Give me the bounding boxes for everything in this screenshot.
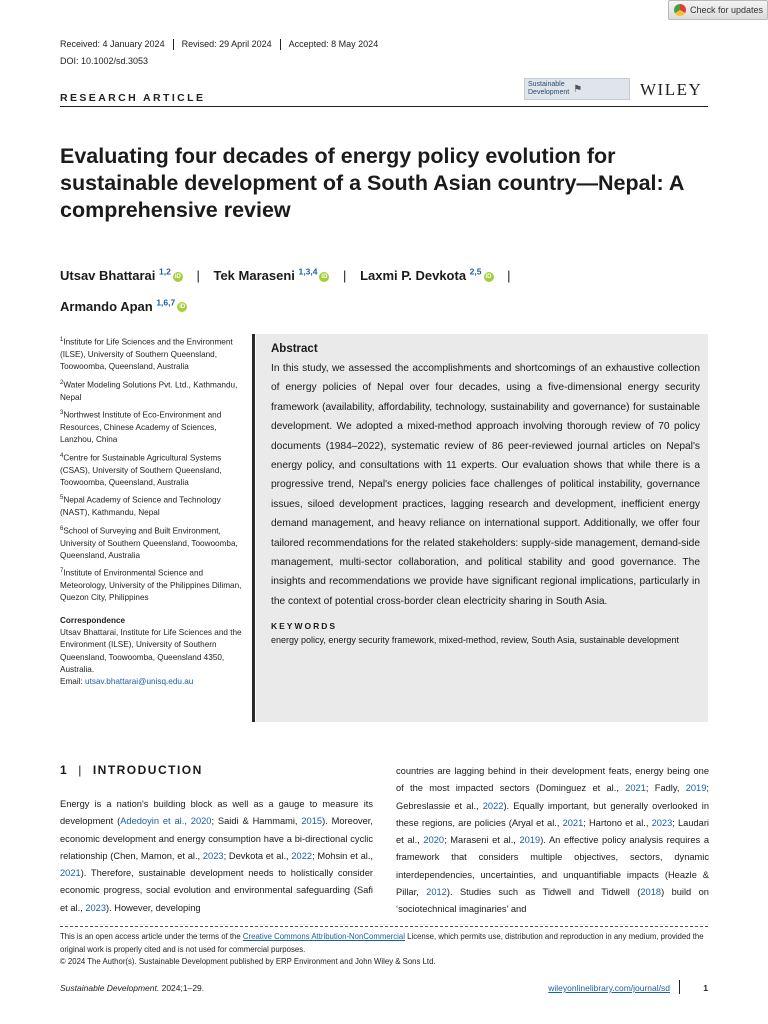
- affiliation: $^5$Nepal Academy of Science and Technology (NAST), Kathmandu, Nepal: [60, 495, 221, 518]
- affiliation: $^7$Institute of Environmental Science and Meteorology, University of the Philippines Diliman, Quezon City, Philippines: [60, 568, 242, 603]
- accepted-date: Accepted: 8 May 2024: [280, 39, 387, 50]
- page-number: 1: [703, 983, 708, 993]
- citation-link[interactable]: 2012: [426, 887, 447, 898]
- section-number: 1: [60, 763, 69, 777]
- abstract-text: In this study, we assessed the accomplishments and shortcomings of an exhaustive collection of energy policies of Nepal over four decades, using a five-dimensional energy security framework (availability, affordability, technology, sustainability and governance) for sustainable development. We adopted a mixed-method approach involving thorough review of 70 policy documents (1984–2022), systematic review of 86 peer-reviewed journal articles on Nepal's energy policy, and consultations with 11 experts. Our evaluation shows that while there is a progressive trend, Nepal's energy policies face challenges of political instability, governance issues, siloed development practices, lagging research and development, inefficient energy demand management, and heavy reliance on international support. Additionally, we offer four tailored recommendations for the related stakeholders: supply-side management, demand-side management, multi-sector collaboration, and political stability and good governance. The insights and recommendations we provide have significant regional implications, particularly in the context of potential cross-border clean electricity sharing in South Asia.: [271, 363, 700, 607]
- correspondence-email: Email: utsav.bhattarai@unisq.edu.au: [60, 677, 194, 687]
- license-text: This is an open access article under the terms of the Creative Commons Attribution-NonCommercial License, which permits use, distribution and reproduction in any medium, provided the original work is properly cited and is not used for commercial purposes.: [60, 932, 704, 954]
- body-text: ; Laudari et al.,: [396, 817, 709, 846]
- doi: DOI: 10.1002/sd.3053: [60, 56, 149, 66]
- intro-column-left: [60, 796, 373, 917]
- author[interactable]: Utsav Bhattarai $^{1,2}$ iD: [60, 267, 181, 284]
- journal-logo-line1: Sustainable: [528, 81, 565, 88]
- orcid-icon[interactable]: iD: [321, 273, 328, 280]
- footnote-rule: [60, 926, 708, 927]
- citation-link[interactable]: 2015: [301, 816, 323, 827]
- received-date: Received: 4 January 2024: [60, 39, 165, 49]
- check-for-updates-label: Check for updates: [690, 5, 764, 15]
- body-text: Energy is a nation's building block as well as a gauge to measure its development (: [60, 799, 373, 827]
- citation-link[interactable]: 2022: [482, 800, 504, 811]
- citation-link[interactable]: 2021: [625, 783, 646, 794]
- author-separator: |: [343, 268, 347, 284]
- body-text: ). Therefore, sustainable development needs to holistically consider economic progress, social evolution and environmental safeguarding (Safi et al.,: [60, 868, 373, 913]
- affiliations: [60, 334, 246, 689]
- copyright-text: © 2024 The Author(s). Sustainable Development published by ERP Environment and John Wiley & Sons Ltd.: [60, 957, 436, 967]
- body-text: ). Equally important, but generally overlooked in these regions, are policies (Aryal et al.,: [396, 800, 709, 828]
- correspondence-text: Utsav Bhattarai, Institute for Life Sciences and the Environment (ILSE), University of Southern Queensland, Toowoomba, Queensland 4350, Australia.: [60, 628, 242, 674]
- journal-logo: [524, 78, 630, 100]
- article-history: [60, 39, 386, 50]
- author[interactable]: Armando Apan $^{1,6,7}$ iD: [60, 297, 186, 314]
- citation-link[interactable]: 2023: [85, 902, 107, 913]
- citation-link[interactable]: 2021: [60, 868, 81, 879]
- citation-link[interactable]: 2020: [423, 835, 445, 846]
- affiliation: $^1$Institute for Life Sciences and the Environment (ILSE), University of Southern Queensland, Toowoomba, Queensland, Australia: [60, 337, 233, 372]
- body-text: ; Maraseni et al.,: [444, 835, 520, 846]
- citation-link[interactable]: 2023: [202, 850, 224, 861]
- citation-link[interactable]: 2018: [640, 887, 662, 898]
- body-text: ; Saidi & Hammami,: [211, 816, 302, 827]
- abstract-heading: Abstract: [271, 343, 318, 355]
- orcid-icon[interactable]: iD: [174, 273, 181, 280]
- section-title: INTRODUCTION: [92, 763, 203, 777]
- check-for-updates-button[interactable]: [668, 0, 768, 20]
- email-link[interactable]: utsav.bhattarai@unisq.edu.au: [85, 677, 194, 687]
- license-link[interactable]: Creative Commons Attribution-NonCommercial: [242, 932, 405, 941]
- body-text: ; Gebreslassie et al.,: [396, 783, 709, 811]
- revised-date: Revised: 29 April 2024: [173, 39, 280, 50]
- citation-link[interactable]: 2021: [562, 817, 584, 828]
- body-text: ). Moreover, economic development and energy consumption have a bi-directional cyclic relationship (Chen, Mamon, et al.,: [60, 816, 373, 861]
- publisher-logo: WILEY: [640, 80, 703, 99]
- citation-link[interactable]: 2023: [651, 817, 673, 828]
- abstract-side-bar: [252, 334, 255, 722]
- author-separator: |: [196, 268, 200, 284]
- body-text: ) build on ‘sociotechnical imaginaries’ and: [396, 887, 709, 915]
- body-text: ; Mohsin et al.,: [312, 850, 373, 861]
- abstract-box: [256, 334, 708, 722]
- body-text: ). An effective policy analysis requires a framework that considers multiple objectives, sectors, dynamic interdependencies, uncertainties, and unquantifiable impacts (Heazle & Pillar,: [396, 835, 709, 898]
- author-list: [60, 259, 660, 320]
- orcid-icon[interactable]: iD: [179, 304, 186, 311]
- author[interactable]: Laxmi P. Devkota $^{2,5}$ iD: [360, 267, 492, 284]
- orcid-icon[interactable]: iD: [485, 273, 492, 280]
- article-type: RESEARCH ARTICLE: [60, 92, 206, 104]
- correspondence-heading: Correspondence: [60, 615, 126, 625]
- footer-divider: [679, 980, 680, 994]
- affiliation: $^3$Northwest Institute of Eco-Environment and Resources, Chinese Academy of Sciences, Lanzhou, China: [60, 409, 222, 445]
- body-text: ; Hartono et al.,: [583, 817, 652, 828]
- affiliation: $^6$School of Surveying and Built Environment, University of Southern Queensland, Toowoomba, Queensland, Australia: [60, 525, 238, 560]
- journal-url-link[interactable]: wileyonlinelibrary.com/journal/sd: [548, 983, 670, 993]
- affiliation: $^4$Centre for Sustainable Agricultural Systems (CSAS), University of Southern Queensland, Toowoomba, Queensland, Australia: [60, 452, 222, 487]
- body-text: countries are lagging behind in their development feats, energy being one of the most impacted sectors (Dominguez et al.,: [396, 766, 709, 794]
- license-footnote: [60, 931, 708, 969]
- crossmark-icon: [674, 4, 686, 16]
- citation-link[interactable]: 2019: [519, 835, 541, 846]
- body-text: ; Fadly,: [645, 783, 686, 794]
- section-heading: 1 | INTRODUCTION: [60, 763, 203, 777]
- body-text: ). Studies such as Tidwell and Tidwell (: [446, 887, 641, 898]
- citation-link[interactable]: 2019: [685, 783, 707, 794]
- header-rule: [60, 106, 708, 107]
- article-title: Evaluating four decades of energy policy evolution for sustainable development of a South Asian country—Nepal: A comprehensive review: [60, 144, 684, 222]
- keywords: energy policy, energy security framework, mixed-method, review, South Asia, sustainable development: [271, 635, 680, 646]
- citation-link[interactable]: Adedoyin et al., 2020: [120, 816, 212, 827]
- journal-logo-line2: Development: [528, 89, 570, 96]
- body-text: ; Devkota et al.,: [223, 850, 292, 861]
- body-text: ). However, developing: [106, 902, 201, 913]
- author[interactable]: Tek Maraseni $^{1,3,4}$ iD: [213, 267, 328, 284]
- journal-emblem-icon: ⚑: [573, 83, 583, 95]
- intro-column-right: [396, 763, 709, 919]
- footer-citation: Sustainable Development. 2024;1–29.: [60, 983, 205, 993]
- affiliation: $^2$Water Modeling Solutions Pvt. Ltd., Kathmandu, Nepal: [60, 379, 238, 402]
- keywords-heading: KEYWORDS: [271, 621, 338, 632]
- author-separator: |: [507, 268, 511, 284]
- citation-link[interactable]: 2022: [291, 850, 313, 861]
